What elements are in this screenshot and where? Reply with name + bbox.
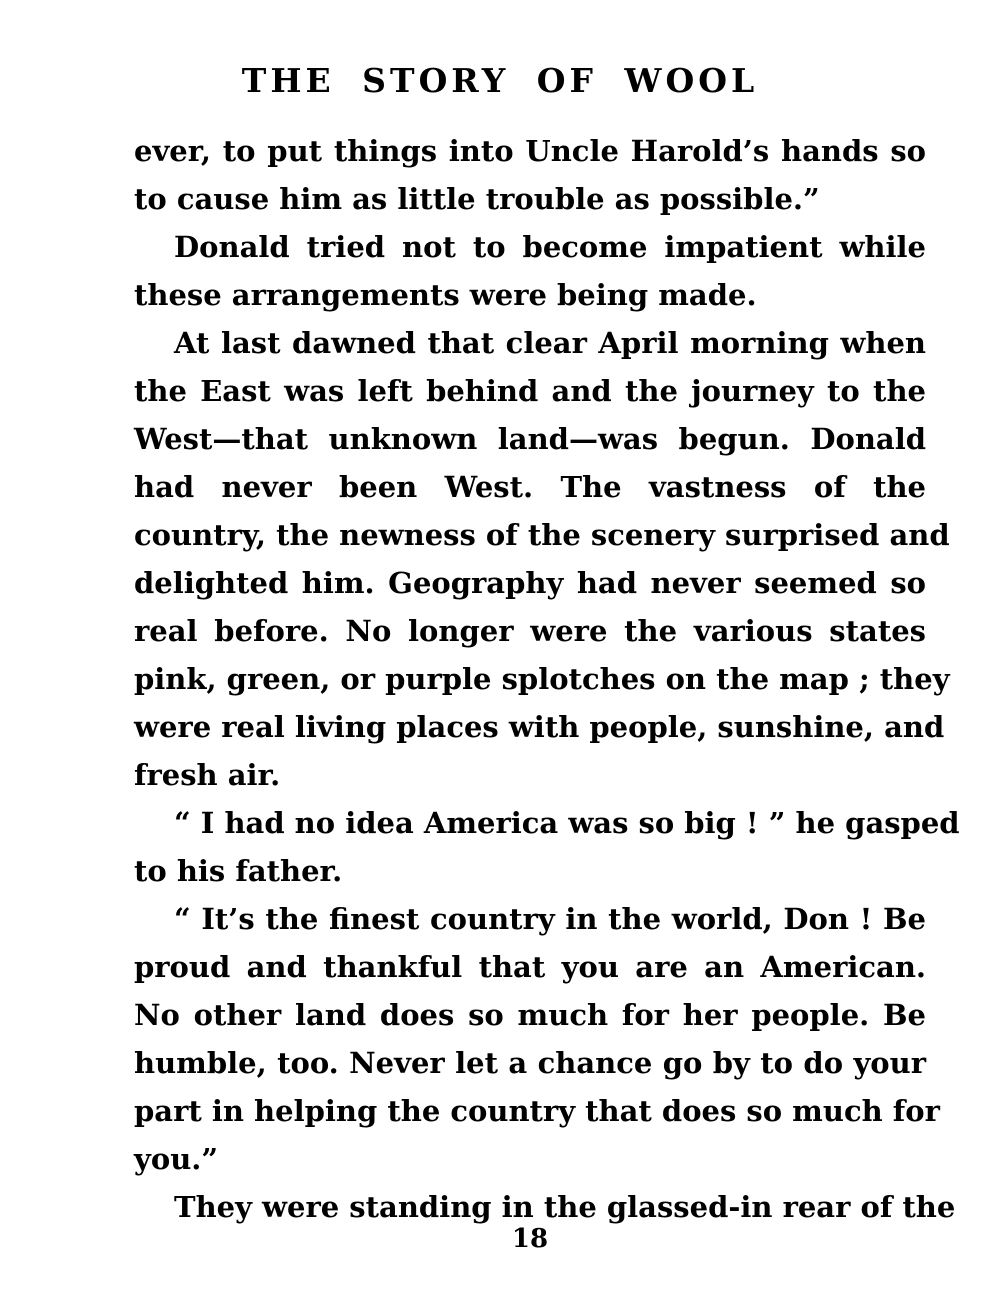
text-line: “ I had no idea America was so big ! ” he gasped: [174, 806, 960, 840]
text-line: ever, to put things into Uncle Harold’s hands so: [134, 134, 926, 168]
text-line: country, the newness of the scenery surprised and: [134, 518, 950, 552]
text-line: West—that unknown land—was begun. Donald: [134, 422, 926, 456]
text-line: real before. No longer were the various states: [134, 614, 926, 648]
text-line: fresh air.: [134, 758, 281, 792]
text-line: “ It’s the finest country in the world, Don ! Be: [174, 902, 926, 936]
text-line: to cause him as little trouble as possible.”: [134, 182, 820, 216]
text-line: had never been West. The vastness of the: [134, 470, 926, 504]
text-line: were real living places with people, sunshine, and: [134, 710, 945, 744]
text-line: you.”: [134, 1142, 219, 1176]
text-line: proud and thankful that you are an American.: [134, 950, 926, 984]
text-line: Donald tried not to become impatient while: [174, 230, 926, 264]
text-line: delighted him. Geography had never seemed so: [134, 566, 926, 600]
page-title: THE STORY OF WOOL: [241, 61, 759, 100]
text-line: pink, green, or purple splotches on the map ; they: [134, 662, 950, 696]
text-line: the East was left behind and the journey to the: [134, 374, 926, 408]
text-line: humble, too. Never let a chance go by to do your: [134, 1046, 926, 1080]
text-column: [134, 127, 960, 1231]
page-number: 18: [511, 1224, 549, 1254]
text-line: They were standing in the glassed-in rear of the: [174, 1190, 956, 1224]
text-line: to his father.: [134, 854, 343, 888]
text-line: these arrangements were being made.: [134, 278, 757, 312]
text-line: No other land does so much for her people. Be: [134, 998, 926, 1032]
text-line: part in helping the country that does so much for: [134, 1094, 940, 1128]
text-line: At last dawned that clear April morning when: [174, 326, 926, 360]
